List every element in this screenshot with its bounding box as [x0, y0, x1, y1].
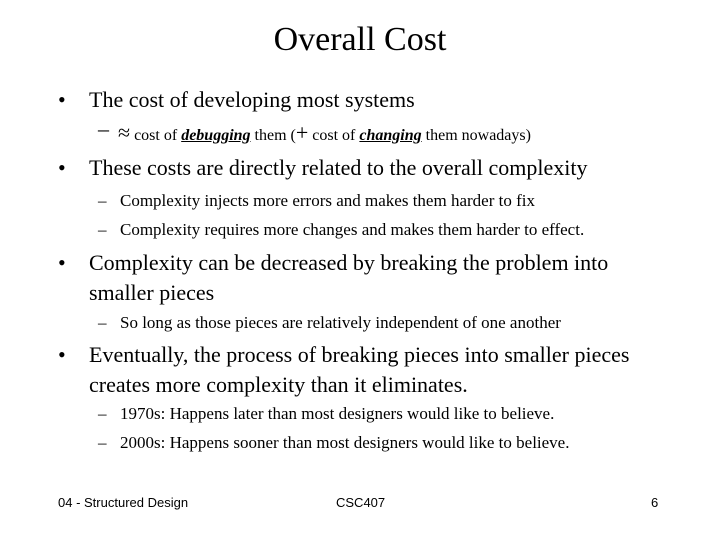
bullet-line-2: smaller pieces — [89, 280, 215, 305]
bullet-dot: • — [58, 155, 66, 180]
sub-bullet-text — [118, 122, 531, 147]
bullet-text: These costs are directly related to the overall complexity — [89, 155, 588, 180]
sub-bullet-dash: – — [98, 191, 107, 210]
bullet-dot: • — [58, 342, 66, 367]
sub-bullet-text: 2000s: Happens sooner than most designers would like to believe. — [120, 433, 570, 452]
slide-title: Overall Cost — [273, 21, 447, 58]
sub-bullet-dash: – — [98, 116, 109, 141]
sub-bullet-dash: – — [98, 313, 107, 332]
sub-bullet-text: Complexity injects more errors and makes them harder to fix — [120, 191, 535, 210]
bullet-line-1: Eventually, the process of breaking pieces into smaller pieces — [89, 342, 630, 367]
bullet-dot: • — [58, 87, 66, 112]
changing-emphasis: changing — [359, 127, 422, 144]
cost-text-3: cost of — [312, 127, 356, 144]
sub-bullet-dash: – — [98, 433, 107, 452]
footer-page-number: 6 — [651, 495, 659, 510]
bullet-line-1: Complexity can be decreased by breaking the problem into — [89, 250, 609, 275]
sub-bullet-dash: – — [98, 220, 107, 239]
sub-bullet-dash: – — [98, 404, 107, 423]
sub-bullet-text: 1970s: Happens later than most designers would like to believe. — [120, 404, 555, 423]
cost-text-2: them ( — [254, 127, 296, 144]
cost-text-4: them nowadays) — [425, 127, 531, 144]
bullet-text — [89, 340, 689, 400]
bullet-text: The cost of developing most systems — [89, 87, 415, 112]
sub-bullet-text: Complexity requires more changes and makes them harder to effect. — [120, 220, 585, 239]
bullet-dot: • — [58, 250, 66, 275]
plus-symbol: + — [295, 120, 309, 145]
debugging-emphasis: debugging — [181, 127, 251, 144]
bullet-text — [89, 248, 689, 308]
approx-symbol: ≈ — [118, 120, 131, 145]
bullet-line-2: creates more complexity than it eliminates. — [89, 372, 468, 397]
sub-bullet-text: So long as those pieces are relatively independent of one another — [120, 313, 561, 332]
footer-center: CSC407 — [336, 495, 386, 510]
cost-text-1: cost of — [134, 127, 178, 144]
footer-left: 04 - Structured Design — [58, 495, 189, 510]
